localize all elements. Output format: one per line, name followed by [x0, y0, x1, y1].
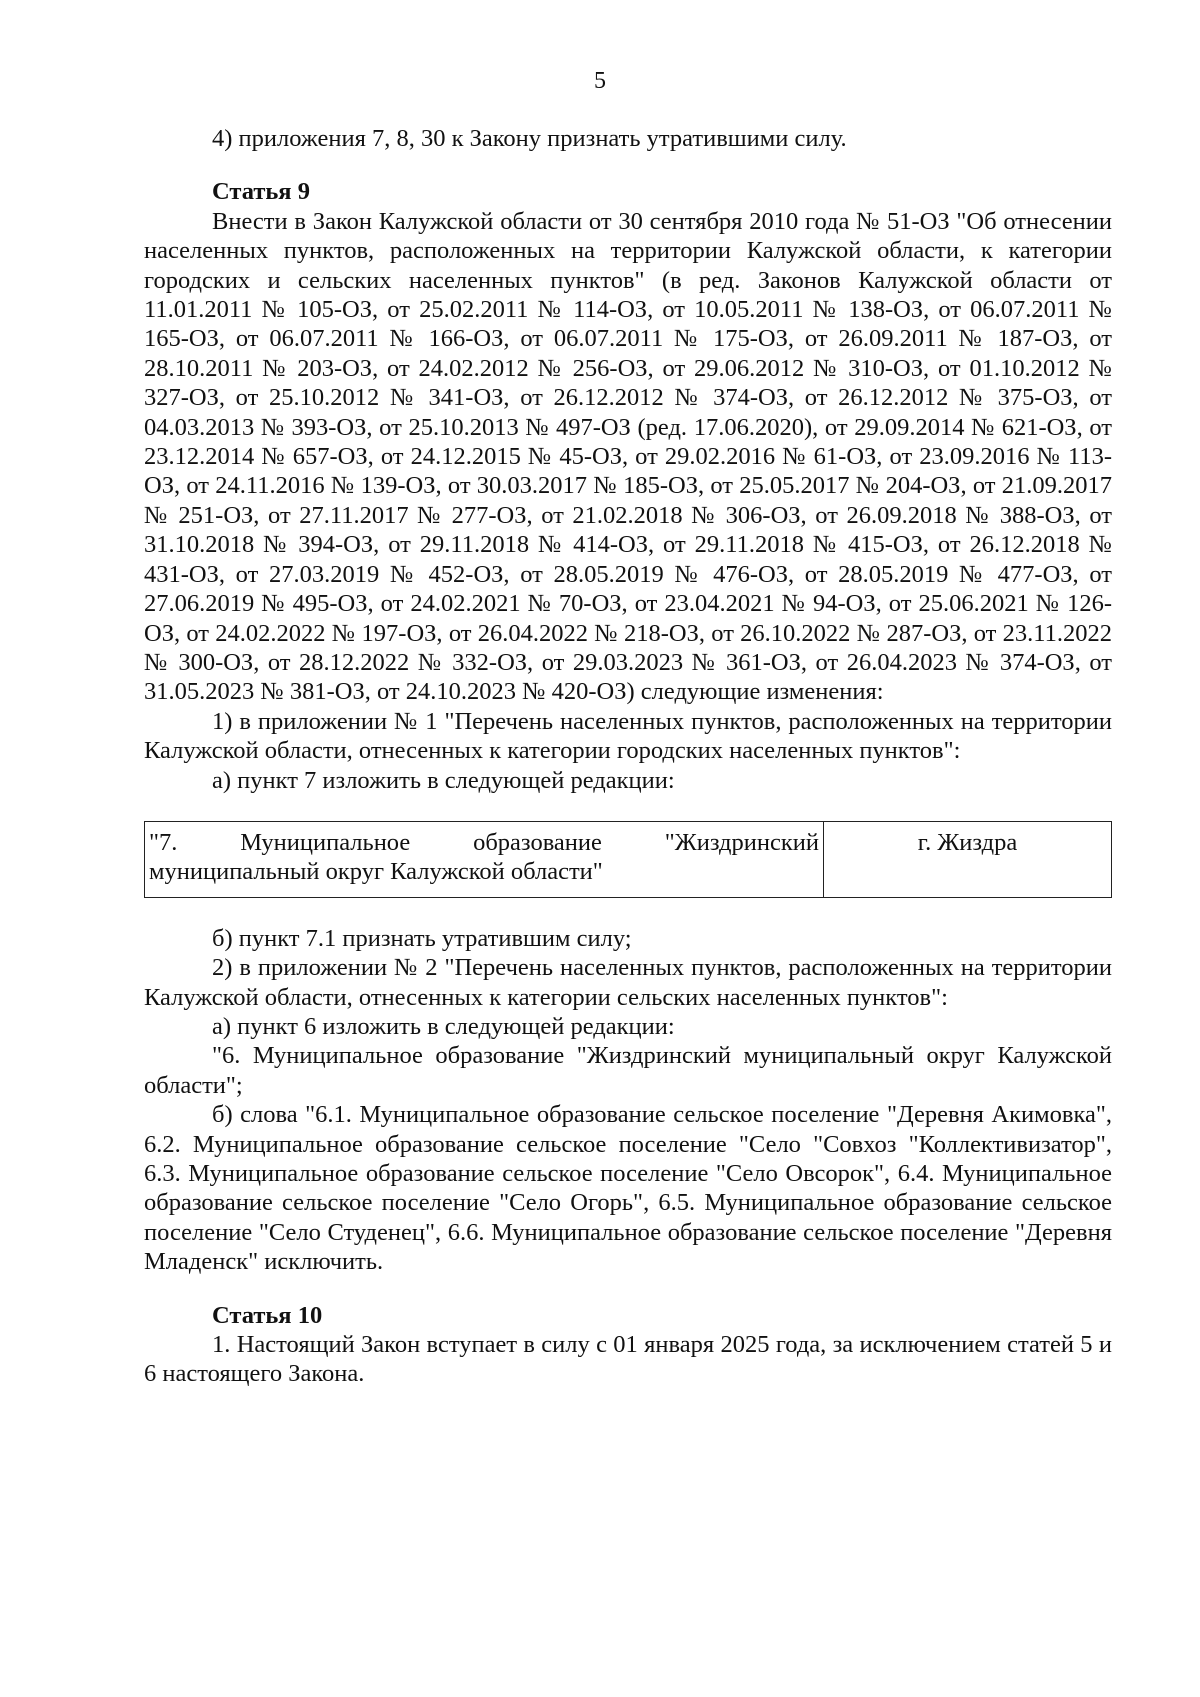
table-cell-settlement: г. Жиздра [824, 821, 1112, 897]
article-9-item-2a: а) пункт 6 изложить в следующей редакции: [212, 1012, 675, 1040]
settlement-table [144, 821, 1112, 898]
article-10-heading: Статья 10 [212, 1301, 323, 1329]
article-9-heading: Статья 9 [212, 178, 310, 206]
spacer [144, 1277, 1112, 1301]
page-number: 5 [594, 68, 606, 94]
article-9-item-1: 1) в приложении № 1 "Перечень населенных пунктов, расположенных на территории Калужской области, отнесенных к категории городских населенных пунктов": [144, 707, 1112, 765]
article-9-item-2a-text: "6. Муниципальное образование "Жиздринский муниципальный округ Калужской области"; [144, 1042, 1112, 1099]
spacer [144, 153, 1112, 177]
article-9-intro: Внести в Закон Калужской области от 30 сентября 2010 года № 51-ОЗ "Об отнесении населенных пунктов, расположенных на территории Калужской области, к категории городских и сельских населенных пунктов" (в ред. Законов Калужской области от 11.01.2011 № 105-ОЗ, от 25.02.2011 № 114-ОЗ, от 10.05.2011 № 138-ОЗ, от 06.07.2011 № 165-ОЗ, от 06.07.2011 № 166-ОЗ, от 06.07.2011 № 175-ОЗ, от 26.09.2011 № 187-ОЗ, от 28.10.2011 № 203-ОЗ, от 24.02.2012 № 256-ОЗ, от 29.06.2012 № 310-ОЗ, от 01.10.2012 № 327-ОЗ, от 25.10.2012 № 341-ОЗ, от 26.12.2012 № 374-ОЗ, от 26.12.2012 № 375-ОЗ, от 04.03.2013 № 393-ОЗ, от 25.10.2013 № 497-ОЗ (ред. 17.06.2020), от 29.09.2014 № 621-ОЗ, от 23.12.2014 № 657-ОЗ, от 24.12.2015 № 45-ОЗ, от 29.02.2016 № 61-ОЗ, от 23.09.2016 № 113-ОЗ, от 24.11.2016 № 139-ОЗ, от 30.03.2017 № 185-ОЗ, от 25.05.2017 № 204-ОЗ, от 21.09.2017 № 251-ОЗ, от 27.11.2017 № 277-ОЗ, от 21.02.2018 № 306-ОЗ, от 26.09.2018 № 388-ОЗ, от 31.10.2018 № 394-ОЗ, от 29.11.2018 № 414-ОЗ, от 29.11.2018 № 415-ОЗ, от 26.12.2018 № 431-ОЗ, от 27.03.2019 № 452-ОЗ, от 28.05.2019 № 476-ОЗ, от 28.05.2019 № 477-ОЗ, от 27.06.2019 № 495-ОЗ, от 24.02.2021 № 70-ОЗ, от 23.04.2021 № 94-ОЗ, от 25.06.2021 № 126-ОЗ, от 24.02.2022 № 197-ОЗ, от 26.04.2022 № 218-ОЗ, от 26.10.2022 № 287-ОЗ, от 23.11.2022 № 300-ОЗ, от 28.12.2022 № 332-ОЗ, от 29.03.2023 № 361-ОЗ, от 26.04.2023 № 374-ОЗ, от 31.05.2023 № 381-ОЗ, от 24.10.2023 № 420-ОЗ) следующие изменения: [144, 207, 1112, 706]
article-9-item-2: 2) в приложении № 2 "Перечень населенных пунктов, расположенных на территории Калужской области, отнесенных к категории сельских населенных пунктов": [144, 954, 1112, 1011]
article-9-item-1a: а) пункт 7 изложить в следующей редакции: [212, 766, 675, 794]
article-10-item-1: 1. Настоящий Закон вступает в силу с 01 января 2025 года, за исключением статей 5 и 6 настоящего Закона. [144, 1331, 1112, 1388]
document-body [144, 124, 1112, 1389]
article-9-item-1b: б) пункт 7.1 признать утратившим силу; [212, 924, 632, 952]
table-cell-municipality: "7. Муниципальное образование "Жиздринский муниципальный округ Калужской области" [145, 821, 824, 897]
article-9-item-2b: б) слова "6.1. Муниципальное образование сельское поселение "Деревня Акимовка", 6.2. Муниципальное образование сельское поселение "Село "Совхоз "Коллективизатор", 6.3. Муниципальное образование сельское поселение "Село Овсорок", 6.4. Муниципальное образование сельское поселение "Село Огорь", 6.5. Муниципальное образование сельское поселение "Село Студенец", 6.6. Муниципальное образование сельское поселение "Деревня Младенск" исключить. [144, 1101, 1112, 1276]
paragraph-item-4: 4) приложения 7, 8, 30 к Закону признать утратившими силу. [212, 125, 847, 152]
table-row [145, 821, 1112, 897]
